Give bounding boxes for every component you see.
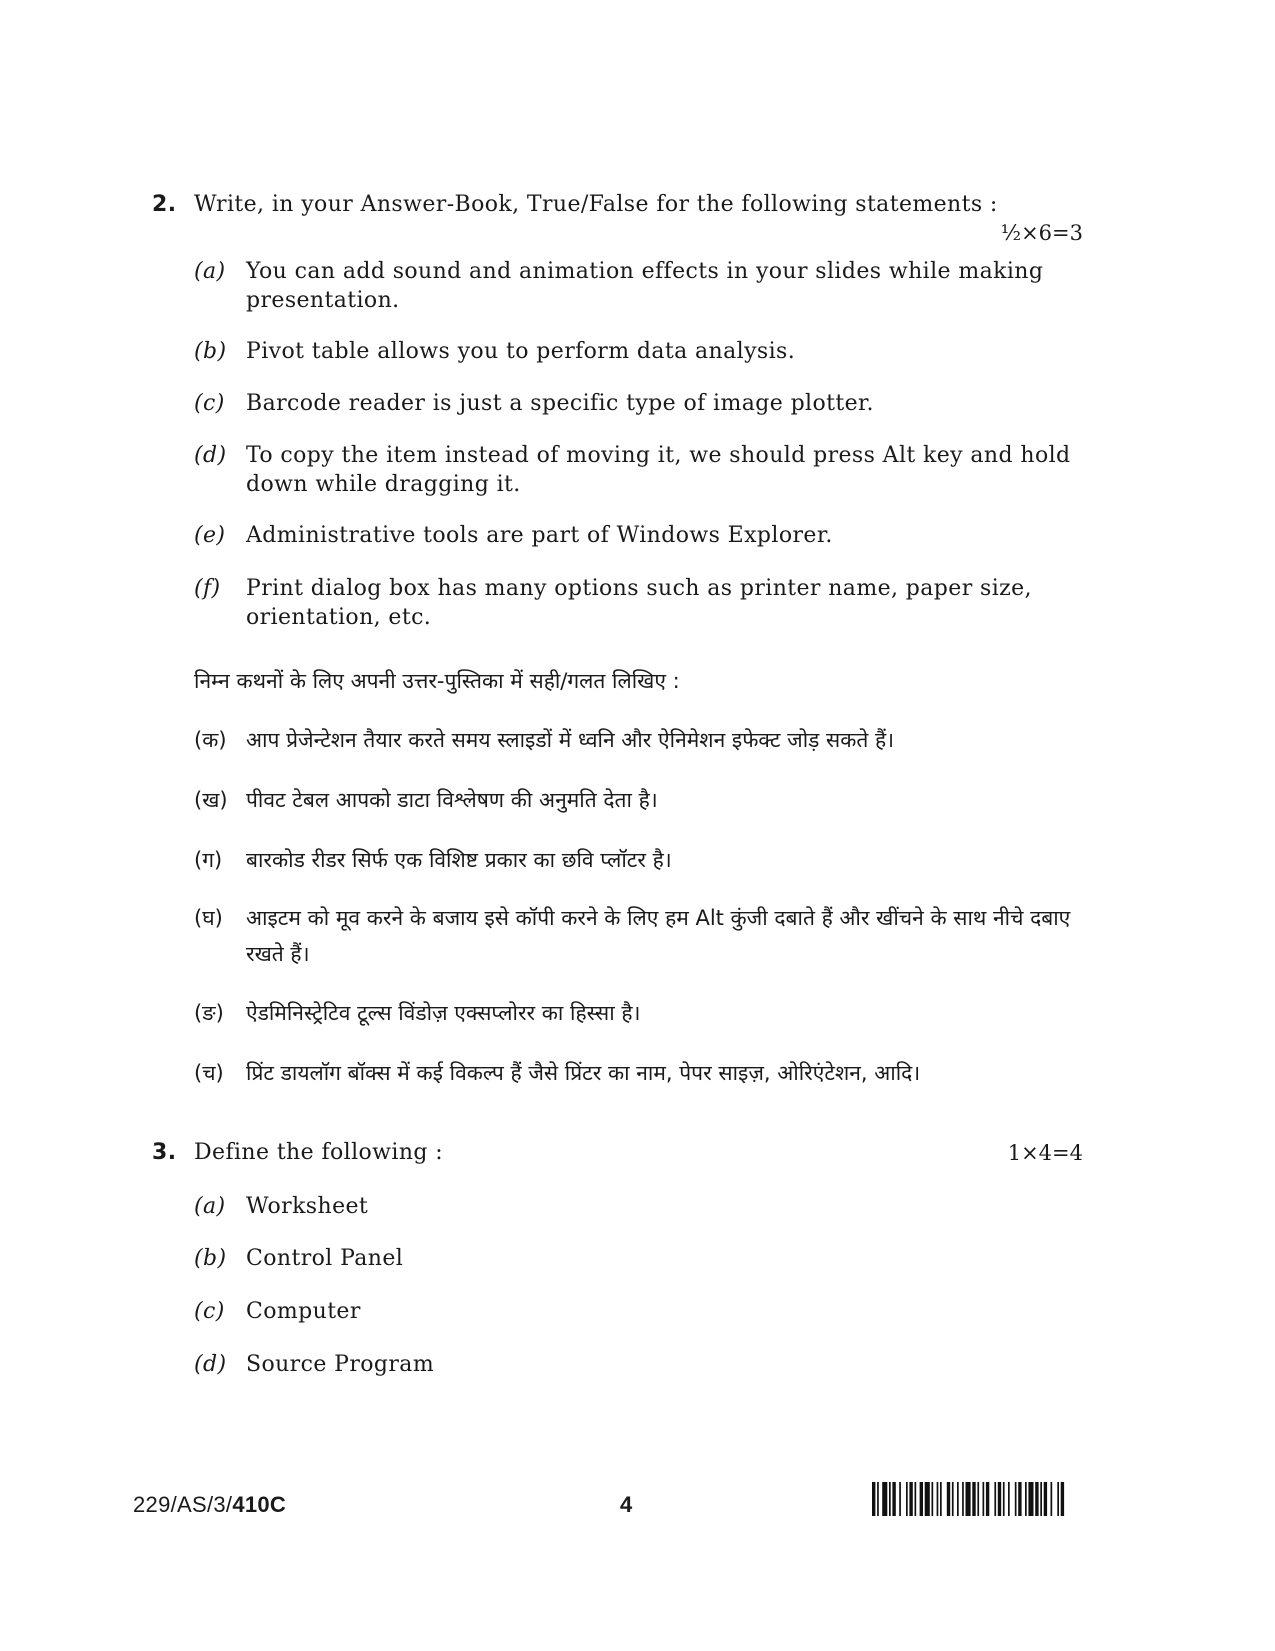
item-label: (d) [194,443,227,468]
list-item [194,1297,1084,1326]
item-label: (घ) [194,906,223,930]
item-label: (च) [194,1061,224,1085]
item-text: बारकोड रीडर सिर्फ एक विशिष्ट प्रकार का छवि प्लॉटर है। [246,848,672,872]
item-label: (ग) [194,848,223,872]
page-number: 4 [620,1492,633,1517]
paper-code-bold: 410C [232,1492,287,1517]
hindi-list-item [194,900,1094,972]
question-2-marks: ½×6=3 [1000,221,1083,245]
question-3-heading [152,1138,443,1168]
hindi-list-item [194,995,1094,1031]
question-2-heading [152,190,998,220]
item-label: (e) [194,523,226,548]
item-label: (a) [194,259,226,284]
item-text: आप प्रेजेन्टेशन तैयार करते समय स्लाइडों में ध्वनि और ऐनिमेशन इफेक्ट जोड़ सकते हैं। [246,728,895,752]
item-label: (क) [194,728,227,752]
question-3-marks: 1×4=4 [1007,1141,1083,1165]
item-text: ऐडमिनिस्ट्रेटिव टूल्स विंडोज़ एक्सप्लोरर का हिस्सा है। [246,1001,641,1025]
item-text: Print dialog box has many options such as printer name, paper size, orientation, etc. [246,576,1032,630]
item-text: Worksheet [246,1194,369,1219]
item-label: (a) [194,1194,226,1219]
question-number: 2. [152,192,177,217]
item-text: Computer [246,1299,361,1324]
list-item [194,521,1084,550]
item-text: To copy the item instead of moving it, we should press Alt key and hold down while dragging it. [246,443,1071,497]
item-label: (b) [194,339,227,364]
item-label: (c) [194,391,225,416]
item-text: Pivot table allows you to perform data analysis. [246,339,796,364]
list-item [194,337,1084,366]
list-item [194,257,1084,315]
question-number: 3. [152,1140,177,1165]
list-item [194,574,1084,632]
item-text: प्रिंट डायलॉग बॉक्स में कई विकल्प हैं जैसे प्रिंटर का नाम, पेपर साइज़, ओरिएंटेशन, आदि। [246,1061,921,1085]
list-item [194,389,1084,418]
item-label: (f) [194,576,221,601]
hindi-list-item [194,1055,1094,1091]
item-text: Control Panel [246,1246,404,1271]
list-item [194,1350,1084,1379]
hindi-instruction: निम्न कथनों के लिए अपनी उत्तर-पुस्तिका में सही/गलत लिखिए : [194,669,680,693]
question-text: Write, in your Answer-Book, True/False for the following statements : [194,192,998,217]
item-text: You can add sound and animation effects in your slides while making presentation. [246,259,1044,313]
item-text: पीवट टेबल आपको डाटा विश्लेषण की अनुमति देता है। [246,788,658,812]
hindi-list-item [194,842,1094,878]
paper-code [133,1492,286,1518]
list-item [194,1244,1084,1273]
list-item [194,441,1084,499]
item-label: (d) [194,1352,227,1377]
hindi-list-item [194,782,1094,818]
item-text: Barcode reader is just a specific type of image plotter. [246,391,874,416]
item-text: Source Program [246,1352,435,1377]
item-text: Administrative tools are part of Windows Explorer. [246,523,833,548]
item-text: आइटम को मूव करने के बजाय इसे कॉपी करने के लिए हम Alt कुंजी दबाते हैं और खींचने के साथ नीचे दबाए रखते हैं। [246,906,1071,966]
barcode-icon [872,1482,1132,1516]
item-label: (b) [194,1246,227,1271]
item-label: (ङ) [194,1001,224,1025]
question-text: Define the following : [194,1140,444,1165]
hindi-list-item [194,722,1094,758]
paper-code-prefix: 229/AS/3/ [133,1492,233,1517]
list-item [194,1192,1084,1221]
item-label: (c) [194,1299,225,1324]
item-label: (ख) [194,788,228,812]
